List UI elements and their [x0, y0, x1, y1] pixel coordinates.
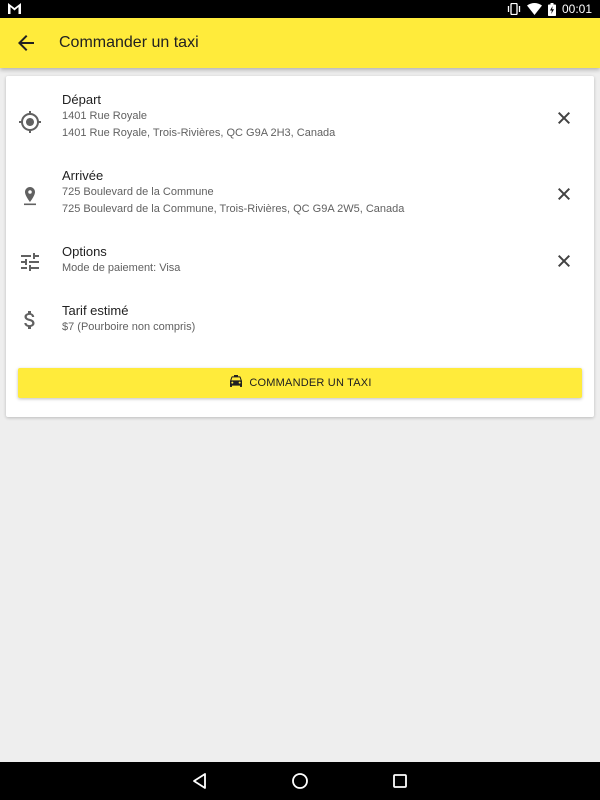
- dollar-icon: [18, 308, 42, 332]
- tune-icon: [18, 250, 42, 274]
- back-triangle-icon[interactable]: [190, 771, 210, 791]
- arrival-address-short: 725 Boulevard de la Commune: [62, 186, 214, 198]
- payment-method: Mode de paiement: Visa: [62, 262, 181, 274]
- battery-charging-icon: [548, 3, 556, 16]
- fare-value: $7 (Pourboire non compris): [62, 321, 196, 333]
- navigation-bar: [0, 762, 600, 800]
- recents-square-icon[interactable]: [390, 771, 410, 791]
- fare-label: Tarif estimé: [62, 303, 129, 318]
- arrow-back-icon[interactable]: [14, 31, 38, 55]
- app-bar: [0, 18, 600, 68]
- status-icons: [507, 2, 592, 16]
- status-time: 00:01: [561, 2, 592, 16]
- page-title: Commander un taxi: [59, 34, 199, 51]
- clear-options-icon[interactable]: [552, 249, 576, 273]
- departure-address-short: 1401 Rue Royale: [62, 110, 148, 122]
- clear-arrival-icon[interactable]: [552, 182, 576, 206]
- home-circle-icon[interactable]: [290, 771, 310, 791]
- options-label: Options: [62, 244, 107, 259]
- taxi-icon: [228, 373, 244, 394]
- order-form-card: [6, 76, 594, 417]
- arrival-address-full: 725 Boulevard de la Commune, Trois-Rivières, QC G9A 2W5, Canada: [62, 203, 405, 215]
- vibrate-icon: [507, 3, 521, 15]
- status-bar: [0, 0, 600, 18]
- order-taxi-label: COMMANDER UN TAXI: [249, 377, 372, 389]
- gmail-icon: [8, 3, 21, 17]
- arrival-text: [62, 168, 404, 218]
- departure-address-full: 1401 Rue Royale, Trois-Rivières, QC G9A 2H3, Canada: [62, 127, 336, 139]
- arrival-label: Arrivée: [62, 168, 104, 183]
- order-taxi-button[interactable]: [18, 368, 582, 398]
- my-location-icon: [18, 110, 42, 134]
- wifi-icon: [527, 3, 542, 15]
- departure-label: Départ: [62, 92, 102, 107]
- departure-text: [62, 92, 335, 142]
- fare-text: [62, 303, 195, 336]
- options-text: [62, 244, 180, 277]
- clear-departure-icon[interactable]: [552, 106, 576, 130]
- place-icon: [18, 184, 42, 208]
